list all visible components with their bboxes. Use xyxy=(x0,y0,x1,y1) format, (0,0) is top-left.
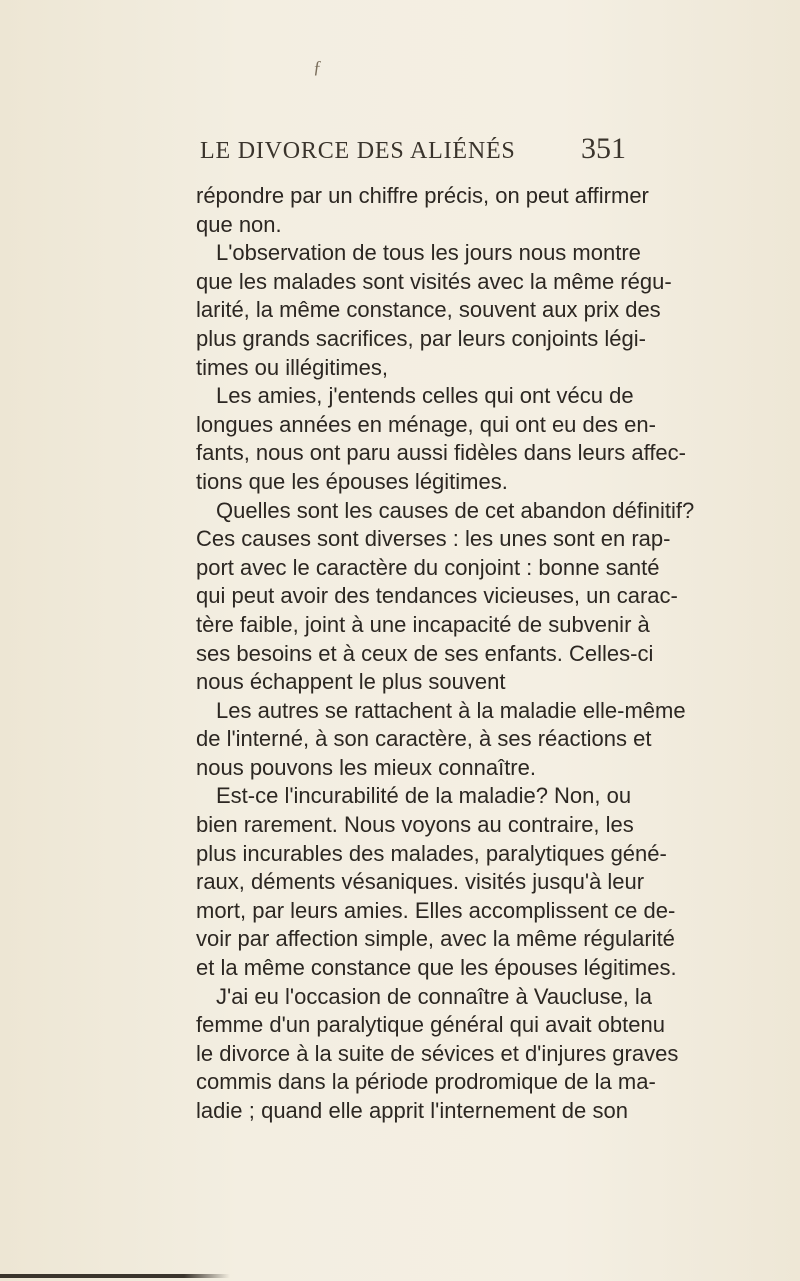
chapter-title: LE DIVORCE DES ALIÉNÉS xyxy=(200,138,516,164)
text-line: qui peut avoir des tendances vicieuses, un carac- xyxy=(196,583,678,609)
text-line: commis dans la période prodromique de la ma- xyxy=(196,1069,656,1095)
text-line: longues années en ménage, qui ont eu des en- xyxy=(196,411,656,437)
text-line: tère faible, joint à une incapacité de subvenir à xyxy=(196,611,650,637)
text-line: que les malades sont visités avec la même régu- xyxy=(196,268,672,294)
text-line: L'observation de tous les jours nous montre xyxy=(216,240,641,266)
text-line: et la même constance que les épouses légitimes. xyxy=(196,955,677,981)
page-edge-rule xyxy=(0,1274,230,1278)
text-line: fants, nous ont paru aussi fidèles dans leurs affec- xyxy=(196,440,686,466)
text-line: de l'interné, à son caractère, à ses réactions et xyxy=(196,726,652,752)
text-line: Est-ce l'incurabilité de la maladie? Non, ou xyxy=(216,783,632,809)
text-line: J'ai eu l'occasion de connaître à Vaucluse, la xyxy=(216,983,653,1009)
text-line: plus grands sacrifices, par leurs conjoints légi- xyxy=(196,325,646,351)
text-line: times ou illégitimes, xyxy=(196,354,388,380)
text-line: répondre par un chiffre précis, on peut affirmer xyxy=(196,183,649,208)
text-line: raux, déments vésaniques. visités jusqu'à leur xyxy=(196,869,645,895)
body-text xyxy=(196,182,695,1126)
text-line: femme d'un paralytique général qui avait obtenu xyxy=(196,1012,665,1038)
text-line: port avec le caractère du conjoint : bonne santé xyxy=(196,554,660,580)
text-line: voir par affection simple, avec la même régularité xyxy=(196,926,675,952)
page-number: 351 xyxy=(581,132,626,165)
text-line: larité, la même constance, souvent aux prix des xyxy=(196,297,661,323)
text-line: nous pouvons les mieux connaître. xyxy=(196,754,536,780)
text-line: Les amies, j'entends celles qui ont vécu de xyxy=(216,383,634,409)
ink-speck: ƒ xyxy=(313,57,322,77)
text-line: bien rarement. Nous voyons au contraire, les xyxy=(196,812,634,838)
text-line: ses besoins et à ceux de ses enfants. Celles-ci xyxy=(196,640,654,666)
text-line: le divorce à la suite de sévices et d'injures graves xyxy=(196,1040,679,1066)
text-line: tions que les épouses légitimes. xyxy=(196,468,508,494)
running-header xyxy=(200,132,626,172)
text-line: plus incurables des malades, paralytiques géné- xyxy=(196,840,667,866)
text-line: mort, par leurs amies. Elles accomplissent ce de- xyxy=(196,897,676,923)
text-line: Ces causes sont diverses : les unes sont en rap- xyxy=(196,526,671,552)
text-line: Les autres se rattachent à la maladie elle-même xyxy=(216,697,686,723)
text-line: nous échappent le plus souvent xyxy=(196,669,506,695)
text-line: que non. xyxy=(196,211,282,237)
text-line: ladie ; quand elle apprit l'internement de son xyxy=(196,1098,628,1123)
text-line: Quelles sont les causes de cet abandon définitif? xyxy=(216,497,695,523)
